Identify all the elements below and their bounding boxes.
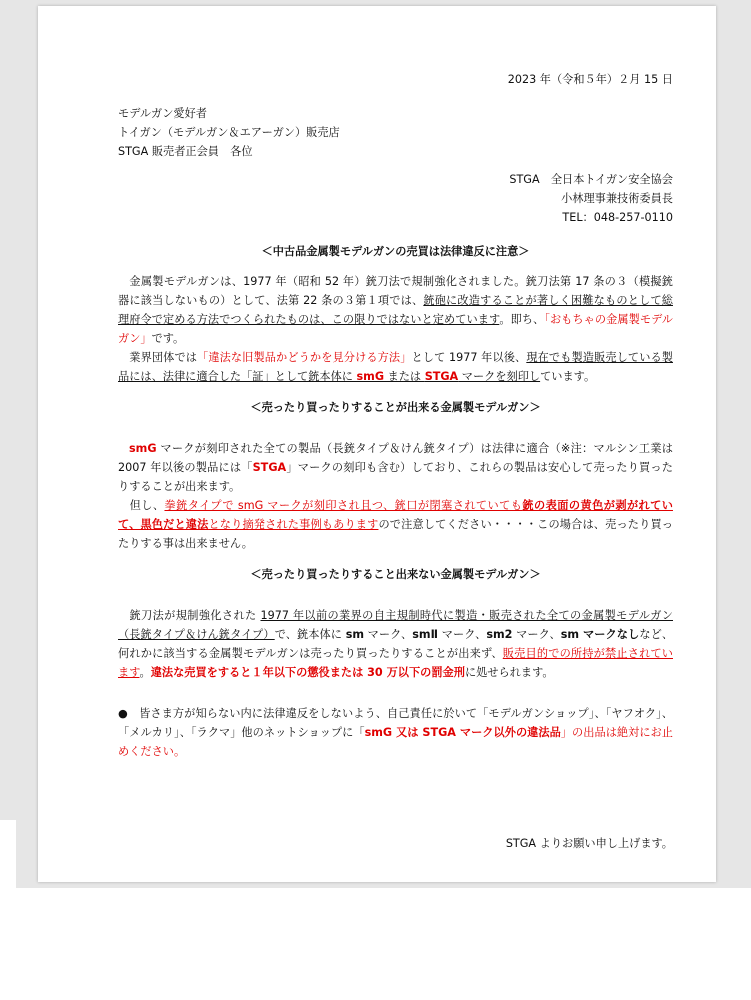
stga-mark-text: STGA — [252, 461, 287, 474]
text-run: 業界団体では — [118, 351, 198, 364]
text-run: マーク、 — [364, 628, 413, 641]
recipient-line: モデルガン愛好者 — [118, 107, 207, 120]
mark-text: sm2 — [486, 628, 513, 641]
recipient-line: トイガン（モデルガン＆エアーガン）販売店 — [118, 126, 340, 139]
highlight-text: 拳銃タイプで smG マークが刻印され且つ、銃口が閉塞されていても — [164, 499, 523, 512]
document-page — [38, 6, 716, 882]
paragraph — [118, 272, 673, 348]
underlined-text: 銃砲に改造することが著しく困難なものとして総理府令で定める方法でつくられたものは、この限りではないと定めています — [118, 294, 673, 326]
text-run: 」マークの刻印も含む）しており、これらの製品は安心して売ったり買ったりすることが出来ます。 — [118, 461, 673, 493]
sender-phone: TEL：048-257-0110 — [562, 211, 673, 224]
notice-paragraph — [118, 704, 673, 761]
text-run: 但し、 — [118, 499, 165, 512]
text-run: 現在でも製造販売している製品には、法律に適合した「証」として銃本体に — [118, 351, 673, 383]
highlight-text: 「おもちゃの金属製モデルガン」 — [118, 313, 673, 345]
text-run: です。 — [151, 332, 185, 345]
backdrop-notch — [0, 820, 16, 888]
mark-text: smⅡ — [412, 628, 439, 641]
text-run: など、何れかに該当する金属製モデルガンは売ったり買ったりすることが出来ず、 — [118, 628, 674, 660]
document-body — [118, 242, 673, 761]
document-date: 2023 年（令和５年）２月 15 日 — [507, 73, 673, 86]
text-run: 金属製モデルガンは、1977 年（昭和 52 年）銃刀法で規制強化されました。銃刀法第 17 条の３（模擬銃器に該当しないもの）として、法第 22 条の３第１項では、 — [118, 275, 673, 307]
smg-mark-text: smG — [129, 442, 157, 455]
paragraph — [118, 496, 673, 553]
text-run: 皆さま方が知らない内に法律違反をしないよう、自己責任に於いて「モデルガンショップ」、「ヤフオク」、「メルカリ」、「ラクマ」他のネットショップに「 — [118, 707, 673, 739]
highlight-text: 」の出品は絶対にお止めください。 — [118, 726, 673, 758]
paragraph — [118, 606, 673, 682]
text-run: で、銃本体に — [274, 628, 346, 641]
closing-line: STGA よりお願い申し上げます。 — [505, 837, 673, 850]
highlight-text: smG 又は STGA マーク以外の違法品 — [364, 726, 561, 739]
smg-mark-text: smG — [356, 370, 384, 383]
text-run: に処せられます。 — [464, 666, 554, 679]
recipient-line: STGA 販売者正会員 各位 — [118, 145, 253, 158]
penalty-text: 違法な売買をすると１年以下の懲役または 30 万以下の罰金刑 — [150, 666, 465, 679]
text-run: マークが刻印された全ての製品（長銃タイプ＆けん銃タイプ）は法律に適合（※注：マルシン工業は 2007 年以後の製品には「 — [118, 442, 673, 474]
highlight-text: 販売目的での所持が禁止されています — [118, 647, 673, 679]
sender-name: 小林理事兼技術委員長 — [561, 192, 673, 205]
underlined-text: 1977 年以前の業界の自主規制時代に製造・販売された全ての金属製モデルガン（長銃タイプ＆けん銃タイプ） — [118, 609, 673, 641]
sender-org: STGA 全日本トイガン安全協会 — [509, 173, 673, 186]
text-run: 。即ち、 — [499, 313, 545, 326]
highlight-text: 「違法な旧製品かどうかを見分ける方法」 — [197, 351, 412, 364]
stga-mark-text: STGA — [424, 370, 459, 383]
text-run: マーク、 — [438, 628, 487, 641]
text-run: ので注意してください・・・・この場合は、売ったり買ったりする事は出来ません。 — [118, 518, 673, 550]
text-run: マークを刻印し — [458, 370, 541, 383]
text-run: ています。 — [540, 370, 596, 383]
sender-block — [509, 170, 673, 227]
text-run: マーク、 — [512, 628, 561, 641]
highlight-text: となり摘発された事例もあります — [208, 518, 379, 531]
text-run: または — [384, 370, 425, 383]
bullet-icon: ● — [118, 707, 128, 720]
mark-text: sm — [345, 628, 365, 641]
mark-text: sm マークなし — [560, 628, 640, 641]
section-heading: ＜売ったり買ったりすること出来ない金属製モデルガン＞ — [250, 568, 541, 581]
text-run: 。 — [139, 666, 151, 679]
text-run: 銃刀法が規制強化された — [118, 609, 261, 622]
text-run: として 1977 年以後、 — [411, 351, 527, 364]
section-heading: ＜売ったり買ったりすることが出来る金属製モデルガン＞ — [250, 401, 541, 414]
paragraph — [118, 439, 673, 496]
section-heading: ＜中古品金属製モデルガンの売買は法律違反に注意＞ — [261, 245, 530, 258]
recipients-block — [118, 104, 340, 161]
paragraph — [118, 348, 673, 386]
highlight-text: 銃の表面の黄色が剥がれていて、黒色だと違法 — [118, 499, 673, 531]
